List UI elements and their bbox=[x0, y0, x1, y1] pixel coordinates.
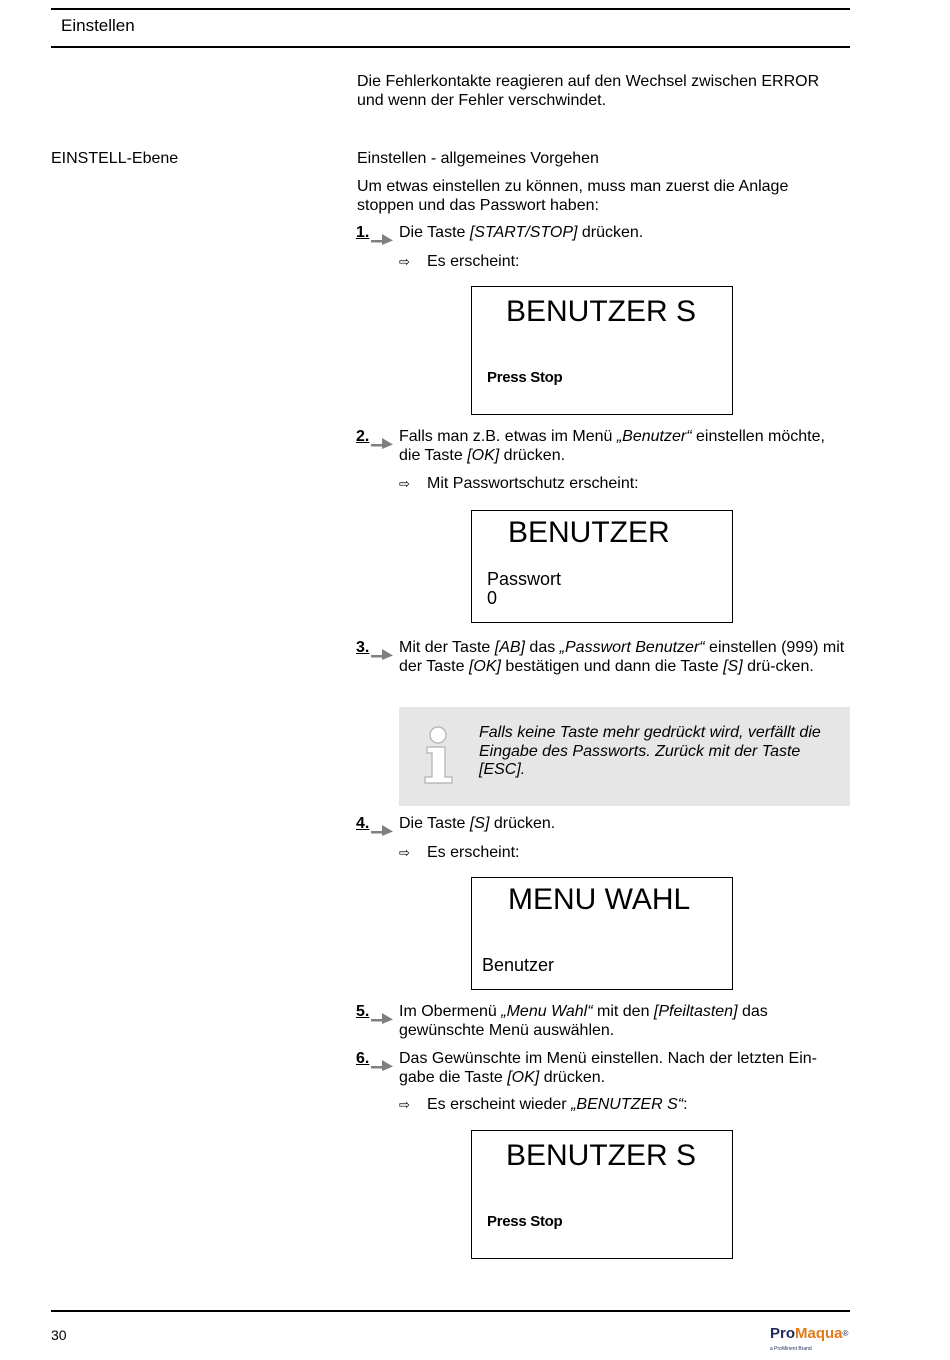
logo-tagline: a ProMinent Brand bbox=[770, 1346, 812, 1352]
section-heading: Einstellen - allgemeines Vorgehen bbox=[357, 150, 599, 167]
lcd-display bbox=[471, 286, 733, 415]
page-number: 30 bbox=[51, 1327, 67, 1343]
step-arrow-icon bbox=[371, 435, 393, 449]
lcd-line-1: BENUTZER bbox=[508, 516, 670, 549]
step-text: Mit der Taste [AB] das „Passwort Benutzer“ einstellen (999) mit der Taste [OK] bestätigen und dann die Taste [S] drü-cken. bbox=[399, 639, 845, 675]
page-header-title: Einstellen bbox=[61, 16, 135, 35]
step-text: Die Taste [S] drücken. bbox=[399, 815, 556, 832]
step-number: 4. bbox=[356, 815, 370, 832]
note-text: Falls keine Taste mehr gedrückt wird, verfällt die Eingabe des Passworts. Zurück mit der Taste [ESC]. bbox=[479, 724, 821, 778]
step-arrow-icon bbox=[371, 231, 393, 245]
logo-registered: ® bbox=[842, 1329, 849, 1338]
step-text: Falls man z.B. etwas im Menü „Benutzer“ einstellen möchte, die Taste [OK] drücken. bbox=[399, 428, 825, 464]
step-arrow-icon bbox=[371, 1010, 393, 1024]
step-number: 1. bbox=[356, 224, 370, 241]
step-arrow-icon bbox=[371, 822, 393, 836]
step-arrow-icon bbox=[371, 1057, 393, 1071]
result-arrow-icon: ⇨ bbox=[399, 845, 410, 860]
step-text: Das Gewünschte im Menü einstellen. Nach der letzten Ein-gabe die Taste [OK] drücken. bbox=[399, 1050, 817, 1086]
section-side-label: EINSTELL-Ebene bbox=[51, 150, 179, 167]
step-text: Die Taste [START/STOP] drücken. bbox=[399, 224, 644, 241]
step-result: ⇨ Es erscheint wieder „BENUTZER S“: bbox=[399, 1096, 688, 1113]
result-arrow-icon: ⇨ bbox=[399, 476, 410, 491]
info-note bbox=[399, 707, 850, 806]
lcd-line-1: MENU WAHL bbox=[508, 883, 691, 916]
step-number: 2. bbox=[356, 428, 370, 445]
lcd-line-1: BENUTZER S bbox=[506, 1139, 697, 1172]
lcd-line-2: Press Stop bbox=[487, 1213, 563, 1230]
info-icon bbox=[421, 725, 457, 785]
header-bottom-rule bbox=[51, 46, 850, 48]
lcd-line-3: 0 bbox=[487, 588, 498, 608]
footer-rule bbox=[51, 1310, 850, 1312]
lcd-display bbox=[471, 1130, 733, 1259]
step-arrow-icon bbox=[371, 646, 393, 660]
lcd-display bbox=[471, 510, 733, 623]
lcd-line-2: Passwort bbox=[487, 569, 562, 589]
step-number: 6. bbox=[356, 1050, 370, 1067]
promaqua-logo bbox=[770, 1327, 848, 1356]
lcd-line-1: BENUTZER S bbox=[506, 295, 697, 328]
step-result: ⇨ Es erscheint: bbox=[399, 844, 520, 861]
step-number: 5. bbox=[356, 1003, 370, 1020]
logo-pro: Pro bbox=[770, 1325, 796, 1342]
lcd-line-2: Benutzer bbox=[482, 955, 555, 975]
header-top-rule bbox=[51, 8, 850, 10]
intro-paragraph: Die Fehlerkontakte reagieren auf den Wechsel zwischen ERROR und wenn der Fehler verschwindet. bbox=[357, 73, 820, 109]
section-lead: Um etwas einstellen zu können, muss man zuerst die Anlage stoppen und das Passwort haben: bbox=[357, 178, 789, 214]
step-text: Im Obermenü „Menu Wahl“ mit den [Pfeiltasten] das gewünschte Menü auswählen. bbox=[399, 1003, 768, 1039]
lcd-display bbox=[471, 877, 733, 990]
logo-maqua: Maqua bbox=[795, 1325, 843, 1342]
result-arrow-icon: ⇨ bbox=[399, 254, 410, 269]
step-result: ⇨ Mit Passwortschutz erscheint: bbox=[399, 475, 639, 492]
result-arrow-icon: ⇨ bbox=[399, 1097, 410, 1112]
step-result: ⇨ Es erscheint: bbox=[399, 253, 520, 270]
step-number: 3. bbox=[356, 639, 370, 656]
lcd-line-2: Press Stop bbox=[487, 369, 563, 386]
